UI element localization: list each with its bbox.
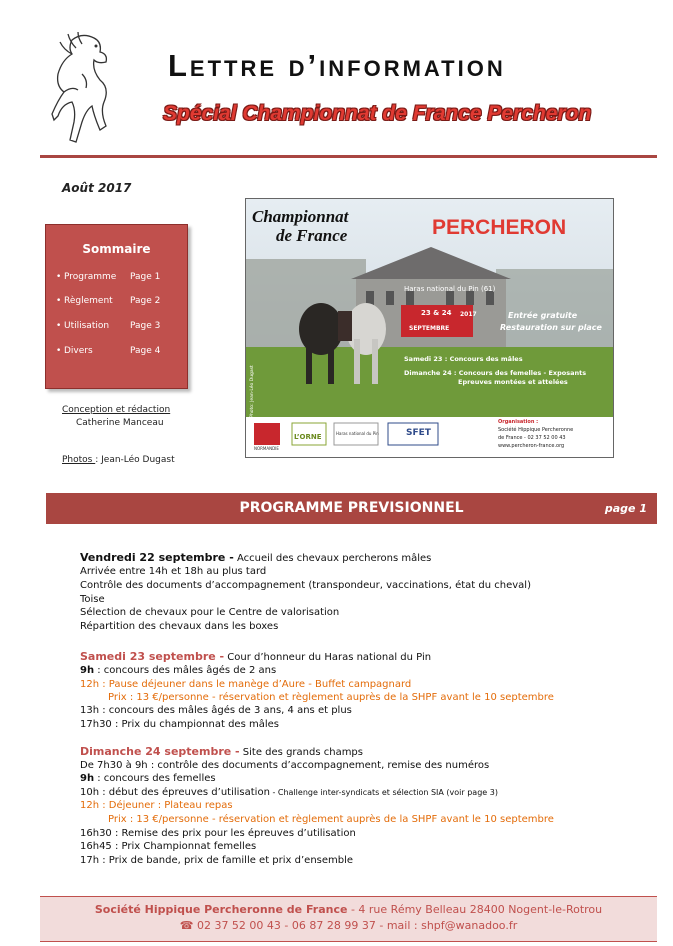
footer-address: Société Hippique Percheronne de France - 4 rue Rémy Belleau 28400 Nogent-le-Rotrou	[94, 903, 603, 916]
poster-brand: PERCHERON	[432, 216, 567, 239]
program-line: Contrôle des documents d’accompagnement (transpondeur, vaccinations, état du cheval)	[80, 580, 531, 591]
program-line: Répartition des chevaux dans les boxes	[80, 621, 279, 632]
summary-box	[45, 224, 188, 389]
footer	[40, 896, 657, 942]
footer-contact: ☎ 02 37 52 00 43 - 06 87 28 99 37 - mail : shpf@wanadoo.fr	[179, 919, 518, 932]
newsletter-subtitle: Spécial Championnat de France Percheron	[163, 102, 592, 125]
program-line: 9h : concours des femelles	[80, 773, 216, 784]
summary-item[interactable]: • Règlement Page 2	[56, 296, 161, 306]
bullet-icon: •	[56, 346, 62, 356]
bullet-icon: •	[56, 296, 62, 306]
program-line: 16h45 : Prix Championnat femelles	[80, 841, 257, 852]
summary-item[interactable]: • Utilisation Page 3	[56, 321, 161, 331]
conception-label: Conception et rédaction	[62, 405, 171, 415]
program-line: De 7h30 à 9h : contrôle des documents d’accompagnement, remise des numéros	[80, 760, 490, 771]
program-line: Toise	[80, 594, 105, 605]
program-line: 13h : concours des mâles âgés de 3 ans, 4 ans et plus	[80, 705, 352, 716]
program-line: 9h : concours des mâles âgés de 2 ans	[80, 665, 277, 676]
program-line: Arrivée entre 14h et 18h au plus tard	[80, 566, 267, 577]
summary-item[interactable]: • Programme Page 1	[56, 272, 161, 282]
newsletter-title: Lettre d’information	[168, 48, 506, 83]
bullet-icon: •	[56, 272, 62, 282]
program-line: 17h30 : Prix du championnat des mâles	[80, 719, 279, 730]
event-poster: Championnat de France PERCHERON Haras national du Pin (61) 23 & 24 SEPTEMBRE 2017 Entrée gratuite Restauration sur place Samedi 23 : Concours des mâles Dimanche 24 : Concours des femelles - Exposants Epreuves montées et attelées Photo: Jean-Léo Dugast NORMANDIE L’ORNE Haras national du Pin SFET Organisation : Société Hippique Percheronne de France - 02 37 52 00 43 www.percheron-france.org	[245, 198, 614, 458]
page-number: page 1	[604, 502, 647, 515]
summary-heading: Sommaire	[82, 242, 151, 256]
saturday-heading: Samedi 23 septembre - Cour d’honneur du Haras national du Pin	[80, 650, 432, 663]
section-title: PROGRAMME PREVISIONNEL	[239, 500, 464, 516]
issue-date: Août 2017	[62, 181, 132, 195]
summary-item[interactable]: • Divers Page 4	[56, 346, 161, 356]
program-line: 16h30 : Remise des prix pour les épreuves d’utilisation	[80, 828, 356, 839]
program-line: 17h : Prix de bande, prix de famille et prix d’ensemble	[80, 855, 354, 866]
bullet-icon: •	[56, 321, 62, 331]
phone-icon: ☎	[179, 919, 194, 932]
conception-name: Catherine Manceau	[76, 418, 164, 428]
poster-photo-credit: Photo: Jean-Léo Dugast	[249, 365, 255, 418]
horse-logo	[42, 30, 120, 148]
program-line: Prix : 13 €/personne - réservation et règlement auprès de la SHPF avant le 10 septembre	[108, 692, 554, 703]
program-line: Prix : 13 €/personne - réservation et règlement auprès de la SHPF avant le 10 septembre	[108, 814, 554, 825]
poster-venue: Haras national du Pin (61)	[404, 285, 496, 293]
friday-heading: Vendredi 22 septembre - Accueil des chevaux percherons mâles	[80, 551, 432, 564]
sunday-heading: Dimanche 24 septembre - Site des grands champs	[80, 745, 363, 758]
program-line: Sélection de chevaux pour le Centre de valorisation	[80, 607, 340, 618]
program-line: 12h : Déjeuner : Plateau repas	[80, 800, 233, 811]
section-banner	[46, 493, 657, 524]
program-line: 10h : début des épreuves d’utilisation - Challenge inter-syndicats et sélection SIA (voir page 3)	[80, 787, 498, 798]
program-line: 12h : Pause déjeuner dans le manège d’Aure - Buffet campagnard	[80, 679, 412, 690]
photo-credit: Photos : Jean-Léo Dugast	[62, 455, 175, 465]
header-divider	[40, 155, 657, 158]
